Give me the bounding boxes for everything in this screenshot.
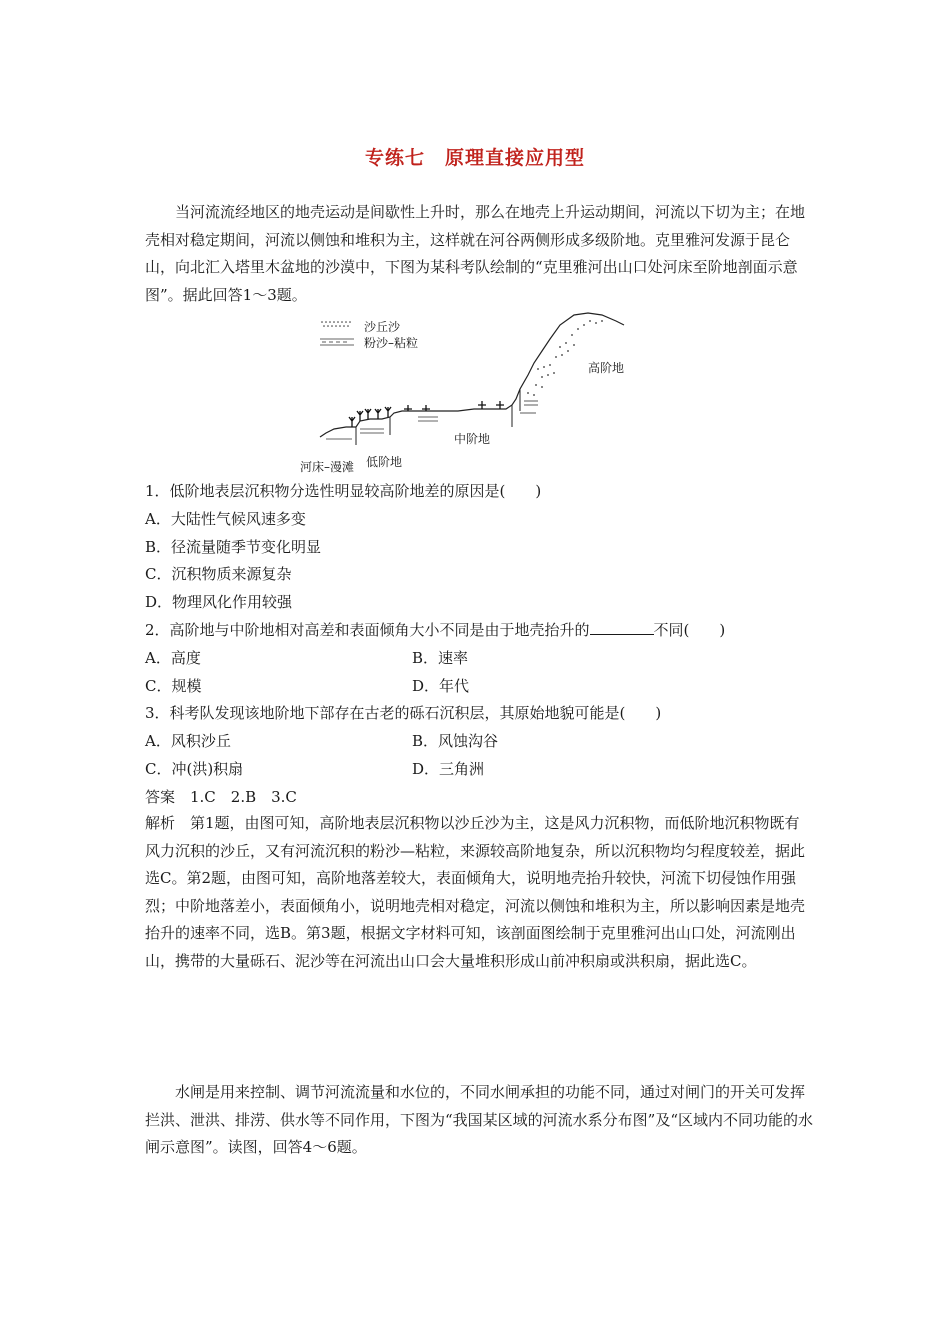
answer-blank	[590, 620, 654, 635]
question-3-option-d: D．三角洲	[412, 760, 485, 778]
question-3-option-a: A．风积沙丘	[145, 732, 231, 750]
low-terrace-silt	[326, 429, 384, 439]
page-title: 专练七 原理直接应用型	[364, 147, 585, 169]
low-terrace-label: 低阶地	[366, 455, 403, 469]
river-bed-label: 河床–漫滩	[300, 460, 355, 474]
legend-silt-label: 粉沙–粘粒	[364, 336, 419, 350]
legend-silt-symbol	[320, 339, 354, 345]
mid-terrace-label: 中阶地	[454, 432, 491, 446]
high-terrace-silt	[520, 401, 538, 413]
question-3-option-c: C．冲(洪)积扇	[145, 760, 244, 778]
legend-sand-label: 沙丘沙	[364, 320, 401, 334]
question-1-option-d: D．物理风化作用较强	[145, 593, 293, 611]
question-1-option-c: C．沉积物质来源复杂	[145, 565, 292, 583]
question-2-stem-text: 2．高阶地与中阶地相对高差和表面倾角大小不同是由于地壳抬升的	[145, 621, 590, 639]
terrace-profile-figure	[298, 305, 636, 475]
analysis-paragraph: 解析 第1题，由图可知，高阶地表层沉积物以沙丘沙为主，这是风力沉积物，而低阶地沉积物既有风力沉积的沙丘，又有河流沉积的粉沙—粘粒，来源较高阶地复杂，所以沉积物均匀程度较差，据此选C。第2题，由图可知，高阶地落差较大，表面倾角大，说明地壳抬升较快，河流下切侵蚀作用强烈；中阶地落差小，表面倾角小，说明地壳相对稳定，河流以侧蚀和堆积为主，所以影响因素是地壳抬升的速率不同，选B。第3题，根据文字材料可知，该剖面图绘制于克里雅河出山口处，河流刚出山，携带的大量砾石、泥沙等在河流出山口会大量堆积形成山前冲积扇或洪积扇，据此选C。	[145, 814, 806, 970]
terrace-profile-diagram	[298, 305, 636, 475]
question-1-option-b: B．径流量随季节变化明显	[145, 538, 322, 556]
question-2-stem-end: 不同( )	[653, 621, 726, 639]
intro-paragraph-2: 水闸是用来控制、调节河流流量和水位的，不同水闸承担的功能不同，通过对闸门的开关可发挥拦洪、泄洪、排涝、供水等不同作用，下图为“我国某区域的河流水系分布图”及“区域内不同功能的水闸示意图”。读图，回答4～6题。	[145, 1083, 814, 1156]
question-2-option-b: B．速率	[412, 649, 469, 667]
question-2-option-d: D．年代	[412, 677, 470, 695]
question-1-option-a: A．大陆性气候风速多变	[145, 510, 306, 528]
high-terrace-sand	[527, 320, 603, 396]
intro-paragraph-1: 当河流流经地区的地壳运动是间歇性上升时，那么在地壳上升运动期间，河流以下切为主；在地壳相对稳定期间，河流以侧蚀和堆积为主，这样就在河谷两侧形成多级阶地。克里雅河发源于昆仑山，向北汇入塔里木盆地的沙漠中，下图为某科考队绘制的“克里雅河出山口处河床至阶地剖面示意图”。据此回答1～3题。	[145, 203, 806, 304]
vegetation-icon	[349, 401, 504, 427]
question-1-stem: 1．低阶地表层沉积物分选性明显较高阶地差的原因是( )	[145, 482, 542, 500]
question-2-stem	[145, 620, 725, 640]
question-3-stem: 3．科考队发现该地阶地下部存在古老的砾石沉积层，其原始地貌可能是( )	[145, 704, 662, 722]
legend-sand-symbol	[321, 321, 351, 327]
answer-line: 答案 1.C 2.B 3.C	[145, 788, 297, 806]
question-2-option-a: A．高度	[145, 649, 201, 667]
mid-terrace-silt	[418, 417, 438, 421]
question-3-option-b: B．风蚀沟谷	[412, 732, 499, 750]
question-2-option-c: C．规模	[145, 677, 202, 695]
high-terrace-label: 高阶地	[588, 361, 625, 375]
